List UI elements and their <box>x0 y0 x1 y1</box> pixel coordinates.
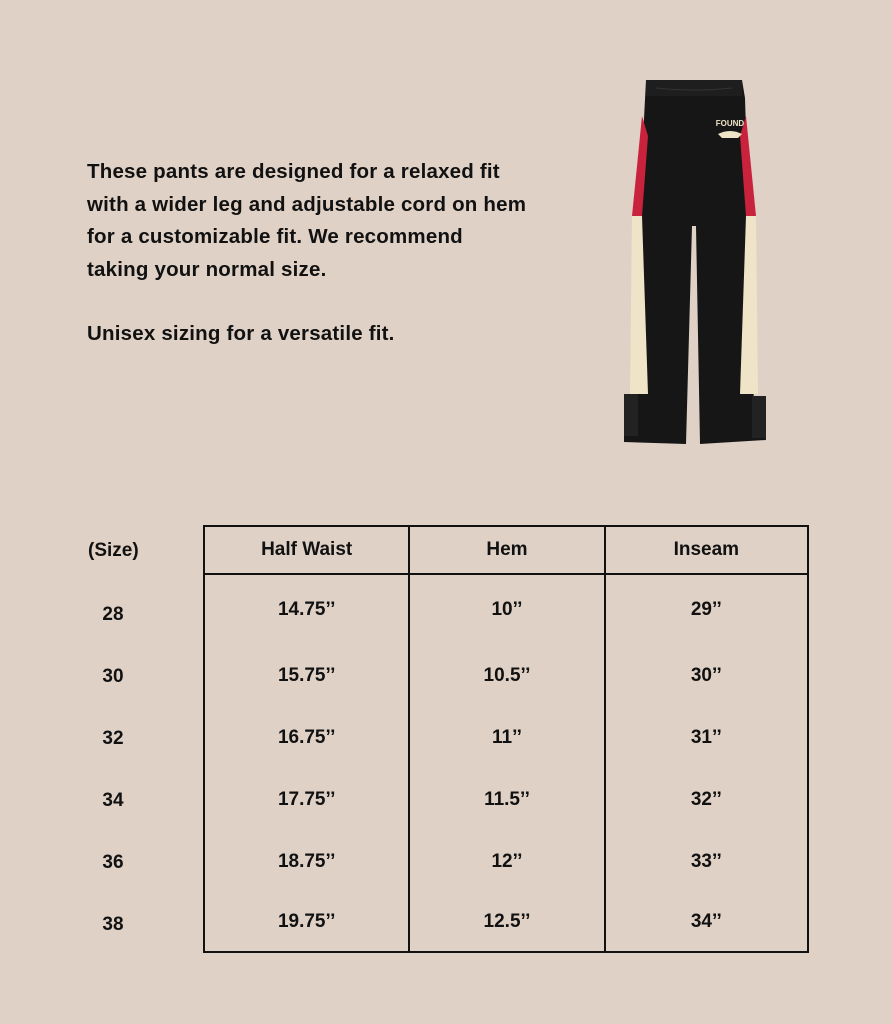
size-label-28: 28 <box>102 604 124 625</box>
hem-cell: 11.5’’ <box>409 769 604 831</box>
product-pants-image <box>618 76 770 452</box>
pants-illustration <box>624 80 766 444</box>
product-description <box>87 156 527 351</box>
table-row <box>204 574 808 645</box>
table-row <box>204 831 808 893</box>
half-waist-cell: 15.75’’ <box>204 645 409 707</box>
hem-cell: 12.5’’ <box>409 893 604 952</box>
size-chart-table <box>203 525 809 953</box>
table-row <box>204 769 808 831</box>
description-unisex-text: Unisex sizing for a versatile fit. <box>87 322 395 345</box>
half-waist-cell: 17.75’’ <box>204 769 409 831</box>
size-label-32: 32 <box>102 728 124 749</box>
hem-cell: 10’’ <box>409 574 604 645</box>
half-waist-cell: 18.75’’ <box>204 831 409 893</box>
hem-cell: 12’’ <box>409 831 604 893</box>
inseam-cell: 29’’ <box>605 574 808 645</box>
column-header-inseam: Inseam <box>605 526 808 574</box>
table-header-row <box>204 526 808 574</box>
table-row <box>204 893 808 952</box>
inseam-cell: 33’’ <box>605 831 808 893</box>
inseam-cell: 30’’ <box>605 645 808 707</box>
logo-text: FOUND <box>715 119 745 128</box>
inseam-cell: 31’’ <box>605 707 808 769</box>
size-label-36: 36 <box>102 852 124 873</box>
column-header-hem: Hem <box>409 526 604 574</box>
size-label-34: 34 <box>102 790 124 811</box>
table-row <box>204 707 808 769</box>
size-label-30: 30 <box>102 666 124 687</box>
table-row <box>204 645 808 707</box>
hem-cell: 10.5’’ <box>409 645 604 707</box>
half-waist-cell: 19.75’’ <box>204 893 409 952</box>
column-header-half-waist: Half Waist <box>204 526 409 574</box>
hem-cell: 11’’ <box>409 707 604 769</box>
half-waist-cell: 16.75’’ <box>204 707 409 769</box>
inseam-cell: 34’’ <box>605 893 808 952</box>
size-label-38: 38 <box>102 914 124 935</box>
description-fit-text: These pants are designed for a relaxed fit with a wider leg and adjustable cord on hem for a customizable fit. We recommend taking your normal size. <box>87 160 527 281</box>
inseam-cell: 32’’ <box>605 769 808 831</box>
half-waist-cell: 14.75’’ <box>204 574 409 645</box>
size-column-header: (Size) <box>88 540 139 561</box>
